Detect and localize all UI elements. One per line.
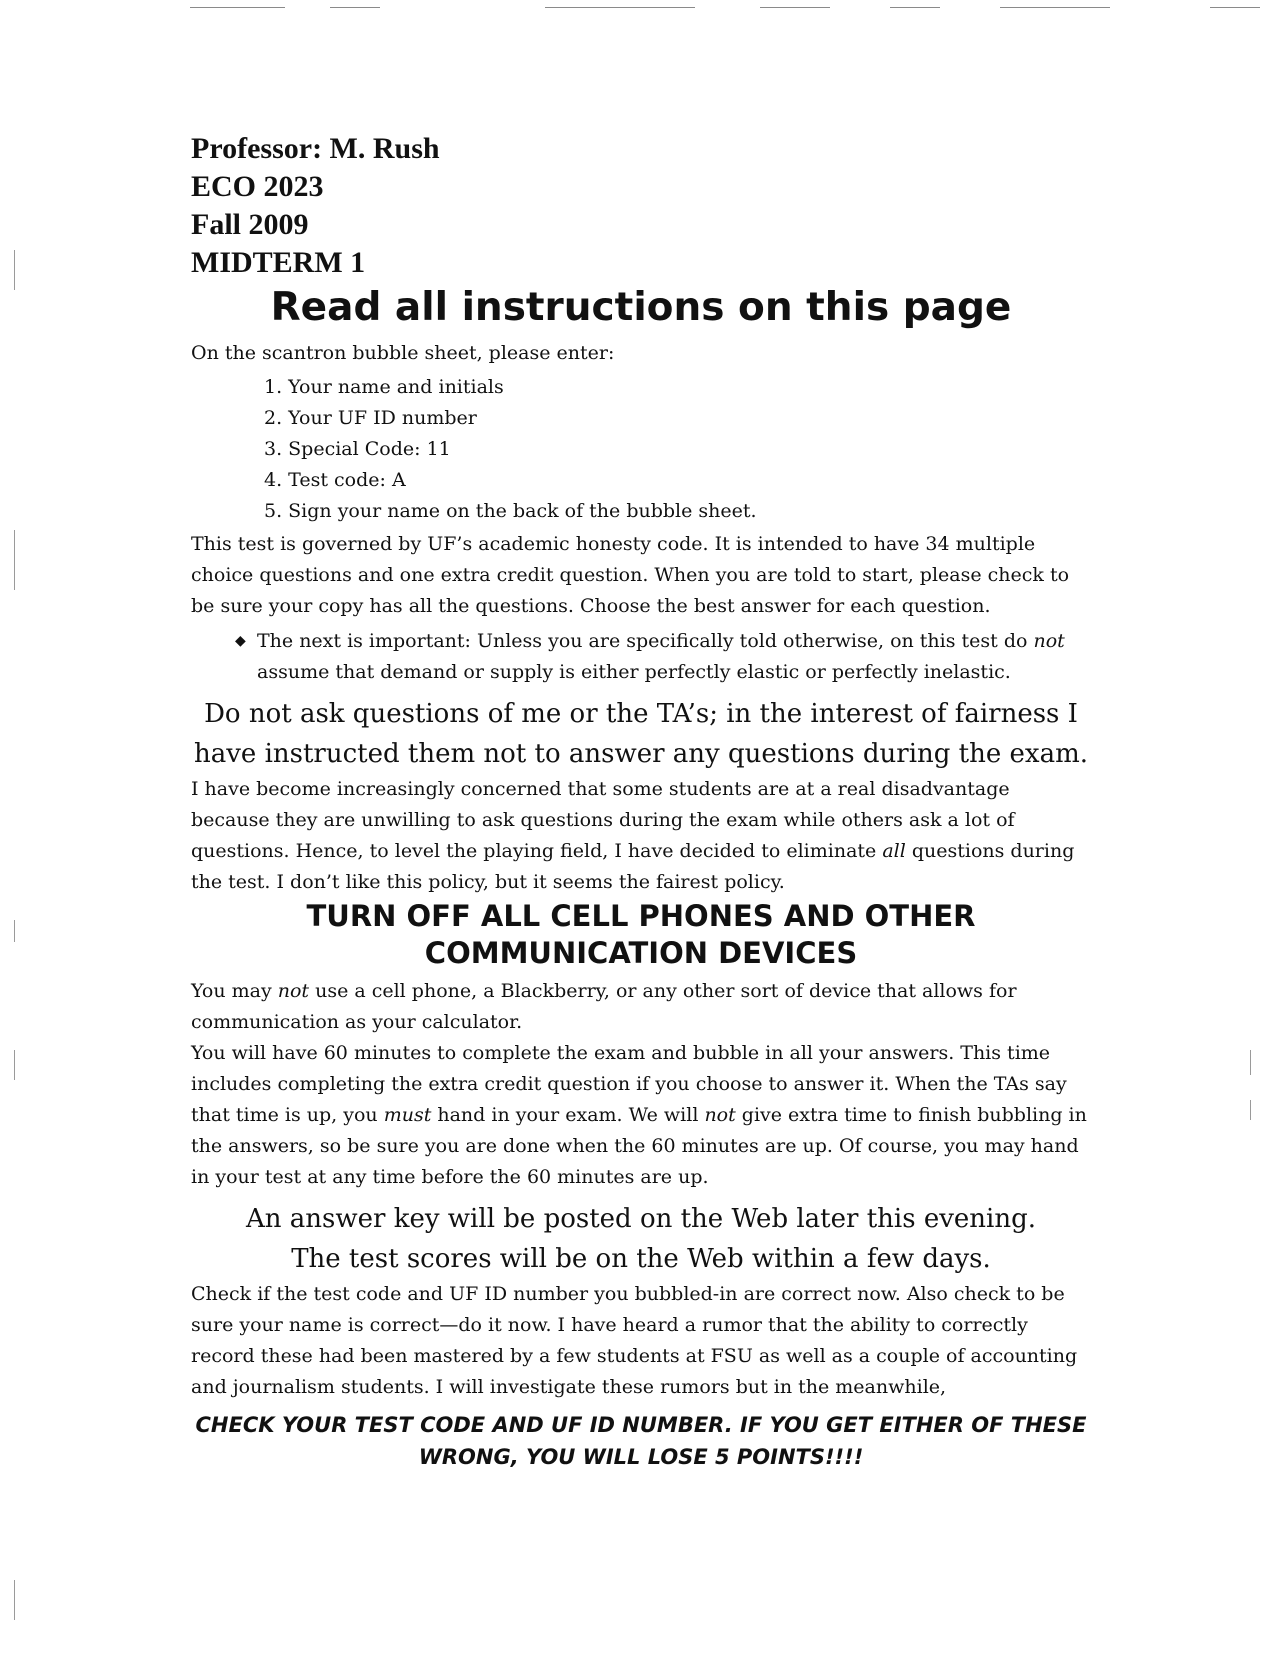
steps-list [264, 372, 1091, 527]
concern-paragraph [191, 774, 1091, 898]
scores-notice: The test scores will be on the Web within a few days. [291, 1244, 991, 1274]
concern-emphasis: all [882, 840, 906, 862]
exam-instructions-page [191, 130, 1091, 1473]
check-paragraph: Check if the test code and UF ID number you bubbled-in are correct now. Also check to be sure your name is correct—do it now. I have heard a rumor that the ability to correctly record these had been mastered by a few students at FSU as well as a couple of accounting and journalism students. I will investigate these rumors but in the meanwhile, [191, 1283, 1078, 1398]
scan-artifact-top-2 [330, 7, 380, 8]
list-item: 3. Special Code: 11 [264, 438, 451, 460]
scan-artifact-left-5 [14, 1580, 15, 1620]
important-text [257, 626, 1091, 688]
list-item: 4. Test code: A [264, 469, 406, 491]
time-paragraph [191, 1038, 1091, 1193]
time-emphasis-1: must [383, 1104, 432, 1126]
important-emphasis: not [1033, 630, 1065, 652]
scan-artifact-left-4 [14, 1050, 15, 1080]
time-text-1: You will have 60 minutes to complete the exam and bubble in all your answers. This time includes completing the extra credit question if you choose to answer it. When the TAs say that time is up, you [191, 1042, 1067, 1126]
scan-artifact-left-3 [14, 920, 15, 942]
phones-paragraph [191, 976, 1091, 1038]
concern-text-before: I have become increasingly concerned that some students are at a real disadvantage because they are unwilling to ask questions during the exam while others ask a lot of questions. Hence, to level the playing field, I have decided to eliminate [191, 778, 1015, 862]
phones-text-before: You may [191, 980, 278, 1002]
phones-emphasis: not [277, 980, 310, 1002]
scan-artifact-left-2 [14, 530, 15, 590]
scan-artifact-top-7 [1210, 7, 1260, 8]
scan-artifact-left-1 [14, 250, 15, 290]
time-text-3: give extra time to finish bubbling in the answers, so be sure you are done when the 60 minutes are up. Of course, you may hand in your test at any time before the 60 minutes are up. [191, 1104, 1087, 1188]
scan-artifact-top-4 [760, 7, 830, 8]
time-emphasis-2: not [704, 1104, 736, 1126]
scan-artifact-right-2 [1250, 1100, 1251, 1120]
professor-line: Professor: M. Rush [191, 132, 440, 165]
scan-artifact-top-1 [190, 7, 285, 8]
page-title: Read all instructions on this page [270, 285, 1012, 330]
phones-text-after: use a cell phone, a Blackberry, or any other sort of device that allows for communication as your calculator. [191, 980, 1017, 1033]
scan-artifact-top-6 [1000, 7, 1110, 8]
scan-artifact-top-3 [545, 7, 695, 8]
important-bullet [235, 626, 1091, 688]
important-text-after: assume that demand or supply is either perfectly elastic or perfectly inelastic. [257, 661, 1011, 683]
scan-artifact-right-1 [1250, 1050, 1251, 1075]
list-item: 2. Your UF ID number [264, 407, 477, 429]
diamond-bullet-icon: ◆ [235, 633, 246, 649]
intro-text: On the scantron bubble sheet, please enter: [191, 342, 615, 364]
list-item: 1. Your name and initials [264, 376, 504, 398]
scan-artifact-top-5 [890, 7, 940, 8]
warning-notice: CHECK YOUR TEST CODE AND UF ID NUMBER. IF YOU GET EITHER OF THESE WRONG, YOU WILL LOSE 5 POINTS!!!! [195, 1413, 1087, 1469]
phones-heading: TURN OFF ALL CELL PHONES AND OTHER COMMUNICATION DEVICES [306, 899, 976, 970]
exam-line: MIDTERM 1 [191, 246, 366, 279]
course-line: ECO 2023 [191, 170, 324, 203]
answer-key-notice: An answer key will be posted on the Web later this evening. [246, 1204, 1036, 1234]
time-text-2: hand in your exam. We will [431, 1104, 705, 1126]
no-questions-notice: Do not ask questions of me or the TA’s; in the interest of fairness I have instructed them not to answer any questions during the exam. [193, 699, 1088, 769]
term-line: Fall 2009 [191, 208, 309, 241]
important-text-before: The next is important: Unless you are specifically told otherwise, on this test do [257, 630, 1034, 652]
honesty-paragraph: This test is governed by UF’s academic honesty code. It is intended to have 34 multiple choice questions and one extra credit question. When you are told to start, please check to be sure your copy has all the questions. Choose the best answer for each question. [191, 533, 1070, 617]
list-item: 5. Sign your name on the back of the bubble sheet. [264, 500, 757, 522]
concern-text-after: questions during the test. I don’t like this policy, but it seems the fairest policy. [191, 840, 1075, 893]
